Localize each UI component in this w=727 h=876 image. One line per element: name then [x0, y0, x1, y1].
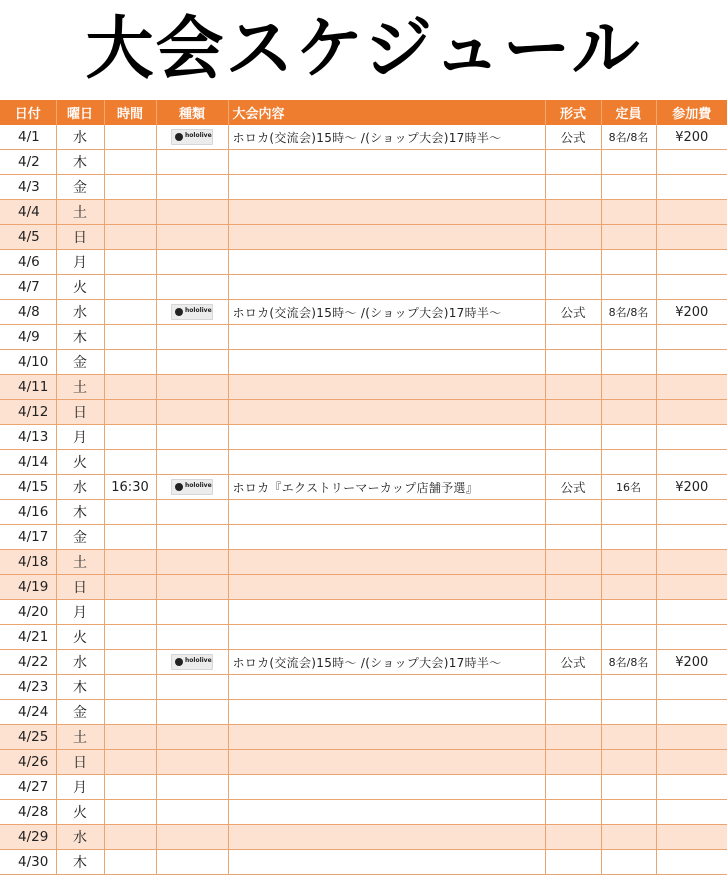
capacity-cell: [601, 625, 656, 650]
weekday-cell: 日: [56, 575, 104, 600]
content-cell: [228, 350, 545, 375]
capacity-cell: [601, 175, 656, 200]
fee-cell: [656, 225, 727, 250]
schedule-table: [0, 100, 727, 875]
date-cell: 4/27: [0, 775, 56, 800]
time-cell: [104, 125, 156, 150]
date-cell: 4/16: [0, 500, 56, 525]
header-date: 日付: [0, 100, 56, 125]
weekday-cell: 金: [56, 525, 104, 550]
time-cell: [104, 450, 156, 475]
fee-cell: ¥200: [656, 475, 727, 500]
date-cell: 4/15: [0, 475, 56, 500]
kind-cell: [156, 650, 228, 675]
content-cell: ホロカ『エクストリーマーカップ店舗予選』: [228, 475, 545, 500]
weekday-cell: 金: [56, 175, 104, 200]
capacity-cell: 8名/8名: [601, 300, 656, 325]
date-cell: 4/25: [0, 725, 56, 750]
content-cell: [228, 700, 545, 725]
fee-cell: [656, 175, 727, 200]
format-cell: [545, 600, 601, 625]
content-cell: [228, 375, 545, 400]
weekday-cell: 火: [56, 625, 104, 650]
weekday-cell: 木: [56, 150, 104, 175]
format-cell: 公式: [545, 300, 601, 325]
time-cell: [104, 525, 156, 550]
weekday-cell: 月: [56, 425, 104, 450]
fee-cell: [656, 250, 727, 275]
logo-mark-icon: [175, 483, 183, 491]
capacity-cell: 8名/8名: [601, 125, 656, 150]
weekday-cell: 水: [56, 125, 104, 150]
format-cell: 公式: [545, 125, 601, 150]
kind-cell: [156, 500, 228, 525]
date-cell: 4/30: [0, 850, 56, 875]
table-row: [0, 475, 727, 500]
header-fee: 参加費: [656, 100, 727, 125]
weekday-cell: 木: [56, 500, 104, 525]
fee-cell: [656, 425, 727, 450]
content-cell: [228, 325, 545, 350]
weekday-cell: 日: [56, 750, 104, 775]
format-cell: [545, 800, 601, 825]
fee-cell: [656, 725, 727, 750]
format-cell: [545, 775, 601, 800]
kind-cell: [156, 325, 228, 350]
capacity-cell: [601, 725, 656, 750]
time-cell: [104, 175, 156, 200]
format-cell: [545, 200, 601, 225]
table-row: [0, 300, 727, 325]
content-cell: [228, 275, 545, 300]
weekday-cell: 木: [56, 675, 104, 700]
weekday-cell: 水: [56, 650, 104, 675]
time-cell: [104, 625, 156, 650]
time-cell: [104, 250, 156, 275]
capacity-cell: [601, 400, 656, 425]
capacity-cell: [601, 425, 656, 450]
format-cell: [545, 575, 601, 600]
weekday-cell: 木: [56, 325, 104, 350]
fee-cell: [656, 575, 727, 600]
weekday-cell: 月: [56, 600, 104, 625]
kind-cell: [156, 150, 228, 175]
time-cell: [104, 750, 156, 775]
kind-cell: [156, 750, 228, 775]
date-cell: 4/12: [0, 400, 56, 425]
table-row: [0, 550, 727, 575]
format-cell: [545, 450, 601, 475]
table-row: [0, 725, 727, 750]
weekday-cell: 木: [56, 850, 104, 875]
table-row: [0, 750, 727, 775]
time-cell: [104, 225, 156, 250]
date-cell: 4/6: [0, 250, 56, 275]
table-row: [0, 400, 727, 425]
format-cell: [545, 525, 601, 550]
weekday-cell: 日: [56, 225, 104, 250]
logo-wordmark: hololive: [185, 307, 212, 314]
weekday-cell: 水: [56, 475, 104, 500]
date-cell: 4/20: [0, 600, 56, 625]
fee-cell: [656, 625, 727, 650]
header-format: 形式: [545, 100, 601, 125]
table-row: [0, 250, 727, 275]
fee-cell: [656, 825, 727, 850]
content-cell: [228, 575, 545, 600]
hololive-logo-icon: [171, 479, 213, 495]
schedule-body: [0, 125, 727, 875]
time-cell: [104, 800, 156, 825]
format-cell: 公式: [545, 475, 601, 500]
content-cell: ホロカ(交流会)15時～ /(ショップ大会)17時半～: [228, 650, 545, 675]
capacity-cell: 16名: [601, 475, 656, 500]
kind-cell: [156, 675, 228, 700]
content-cell: [228, 450, 545, 475]
hololive-logo-icon: [171, 654, 213, 670]
date-cell: 4/17: [0, 525, 56, 550]
kind-cell: [156, 425, 228, 450]
content-cell: [228, 425, 545, 450]
capacity-cell: [601, 325, 656, 350]
content-cell: ホロカ(交流会)15時～ /(ショップ大会)17時半～: [228, 125, 545, 150]
fee-cell: [656, 375, 727, 400]
fee-cell: [656, 150, 727, 175]
content-cell: [228, 850, 545, 875]
format-cell: [545, 400, 601, 425]
kind-cell: [156, 350, 228, 375]
capacity-cell: 8名/8名: [601, 650, 656, 675]
capacity-cell: [601, 800, 656, 825]
content-cell: [228, 725, 545, 750]
content-cell: [228, 550, 545, 575]
time-cell: [104, 775, 156, 800]
logo-mark-icon: [175, 133, 183, 141]
capacity-cell: [601, 150, 656, 175]
time-cell: [104, 375, 156, 400]
content-cell: [228, 825, 545, 850]
capacity-cell: [601, 350, 656, 375]
date-cell: 4/8: [0, 300, 56, 325]
logo-wordmark: hololive: [185, 482, 212, 489]
date-cell: 4/24: [0, 700, 56, 725]
fee-cell: [656, 325, 727, 350]
fee-cell: ¥200: [656, 300, 727, 325]
capacity-cell: [601, 450, 656, 475]
format-cell: [545, 500, 601, 525]
time-cell: [104, 200, 156, 225]
capacity-cell: [601, 850, 656, 875]
logo-mark-icon: [175, 308, 183, 316]
content-cell: [228, 625, 545, 650]
time-cell: [104, 500, 156, 525]
table-row: [0, 375, 727, 400]
kind-cell: [156, 850, 228, 875]
content-cell: ホロカ(交流会)15時～ /(ショップ大会)17時半～: [228, 300, 545, 325]
kind-cell: [156, 800, 228, 825]
fee-cell: [656, 600, 727, 625]
table-row: [0, 200, 727, 225]
kind-cell: [156, 175, 228, 200]
content-cell: [228, 250, 545, 275]
table-row: [0, 850, 727, 875]
time-cell: [104, 550, 156, 575]
table-row: [0, 800, 727, 825]
kind-cell: [156, 825, 228, 850]
weekday-cell: 水: [56, 300, 104, 325]
header-time: 時間: [104, 100, 156, 125]
date-cell: 4/1: [0, 125, 56, 150]
fee-cell: [656, 500, 727, 525]
date-cell: 4/26: [0, 750, 56, 775]
kind-cell: [156, 125, 228, 150]
format-cell: [545, 850, 601, 875]
weekday-cell: 日: [56, 400, 104, 425]
date-cell: 4/11: [0, 375, 56, 400]
content-cell: [228, 600, 545, 625]
table-row: [0, 675, 727, 700]
fee-cell: [656, 200, 727, 225]
weekday-cell: 火: [56, 800, 104, 825]
capacity-cell: [601, 375, 656, 400]
hololive-logo-icon: [171, 129, 213, 145]
kind-cell: [156, 600, 228, 625]
time-cell: [104, 825, 156, 850]
weekday-cell: 月: [56, 250, 104, 275]
kind-cell: [156, 475, 228, 500]
content-cell: [228, 775, 545, 800]
kind-cell: [156, 575, 228, 600]
kind-cell: [156, 525, 228, 550]
weekday-cell: 土: [56, 375, 104, 400]
kind-cell: [156, 275, 228, 300]
weekday-cell: 金: [56, 350, 104, 375]
date-cell: 4/14: [0, 450, 56, 475]
time-cell: [104, 650, 156, 675]
table-row: [0, 575, 727, 600]
kind-cell: [156, 625, 228, 650]
format-cell: [545, 700, 601, 725]
capacity-cell: [601, 825, 656, 850]
date-cell: 4/2: [0, 150, 56, 175]
kind-cell: [156, 700, 228, 725]
kind-cell: [156, 375, 228, 400]
date-cell: 4/28: [0, 800, 56, 825]
time-cell: [104, 350, 156, 375]
time-cell: [104, 275, 156, 300]
kind-cell: [156, 725, 228, 750]
fee-cell: [656, 550, 727, 575]
page-title: 大会スケジュール: [85, 10, 642, 89]
format-cell: [545, 325, 601, 350]
logo-mark-icon: [175, 658, 183, 666]
content-cell: [228, 225, 545, 250]
content-cell: [228, 200, 545, 225]
date-cell: 4/5: [0, 225, 56, 250]
format-cell: [545, 275, 601, 300]
fee-cell: [656, 700, 727, 725]
hololive-logo-icon: [171, 304, 213, 320]
kind-cell: [156, 450, 228, 475]
fee-cell: ¥200: [656, 650, 727, 675]
table-row: [0, 525, 727, 550]
date-cell: 4/29: [0, 825, 56, 850]
table-row: [0, 450, 727, 475]
weekday-cell: 土: [56, 200, 104, 225]
fee-cell: [656, 750, 727, 775]
time-cell: [104, 300, 156, 325]
time-cell: [104, 700, 156, 725]
capacity-cell: [601, 675, 656, 700]
date-cell: 4/13: [0, 425, 56, 450]
fee-cell: [656, 775, 727, 800]
date-cell: 4/10: [0, 350, 56, 375]
kind-cell: [156, 200, 228, 225]
capacity-cell: [601, 275, 656, 300]
date-cell: 4/22: [0, 650, 56, 675]
table-row: [0, 350, 727, 375]
table-row: [0, 775, 727, 800]
weekday-cell: 月: [56, 775, 104, 800]
table-row: [0, 175, 727, 200]
capacity-cell: [601, 525, 656, 550]
fee-cell: [656, 275, 727, 300]
capacity-cell: [601, 550, 656, 575]
table-row: [0, 425, 727, 450]
table-row: [0, 275, 727, 300]
content-cell: [228, 750, 545, 775]
format-cell: 公式: [545, 650, 601, 675]
kind-cell: [156, 300, 228, 325]
content-cell: [228, 400, 545, 425]
capacity-cell: [601, 750, 656, 775]
kind-cell: [156, 550, 228, 575]
time-cell: [104, 575, 156, 600]
weekday-cell: 土: [56, 550, 104, 575]
header-weekday: 曜日: [56, 100, 104, 125]
format-cell: [545, 225, 601, 250]
table-row: [0, 825, 727, 850]
weekday-cell: 金: [56, 700, 104, 725]
kind-cell: [156, 400, 228, 425]
capacity-cell: [601, 600, 656, 625]
table-row: [0, 500, 727, 525]
format-cell: [545, 350, 601, 375]
content-cell: [228, 675, 545, 700]
format-cell: [545, 750, 601, 775]
kind-cell: [156, 225, 228, 250]
content-cell: [228, 175, 545, 200]
fee-cell: [656, 450, 727, 475]
date-cell: 4/23: [0, 675, 56, 700]
time-cell: [104, 600, 156, 625]
table-row: [0, 225, 727, 250]
date-cell: 4/3: [0, 175, 56, 200]
content-cell: [228, 800, 545, 825]
fee-cell: [656, 675, 727, 700]
table-row: [0, 600, 727, 625]
format-cell: [545, 675, 601, 700]
content-cell: [228, 150, 545, 175]
format-cell: [545, 825, 601, 850]
time-cell: [104, 675, 156, 700]
header-kind: 種類: [156, 100, 228, 125]
content-cell: [228, 500, 545, 525]
format-cell: [545, 725, 601, 750]
time-cell: [104, 425, 156, 450]
header-content: 大会内容: [228, 100, 545, 125]
date-cell: 4/18: [0, 550, 56, 575]
fee-cell: [656, 800, 727, 825]
table-row: [0, 650, 727, 675]
header-capacity: 定員: [601, 100, 656, 125]
weekday-cell: 土: [56, 725, 104, 750]
format-cell: [545, 175, 601, 200]
time-cell: [104, 725, 156, 750]
capacity-cell: [601, 200, 656, 225]
time-cell: [104, 400, 156, 425]
table-row: [0, 625, 727, 650]
date-cell: 4/19: [0, 575, 56, 600]
time-cell: [104, 850, 156, 875]
table-row: [0, 125, 727, 150]
fee-cell: [656, 525, 727, 550]
time-cell: [104, 150, 156, 175]
date-cell: 4/21: [0, 625, 56, 650]
date-cell: 4/7: [0, 275, 56, 300]
capacity-cell: [601, 575, 656, 600]
capacity-cell: [601, 700, 656, 725]
time-cell: [104, 325, 156, 350]
format-cell: [545, 550, 601, 575]
table-row: [0, 325, 727, 350]
weekday-cell: 水: [56, 825, 104, 850]
fee-cell: [656, 850, 727, 875]
kind-cell: [156, 775, 228, 800]
weekday-cell: 火: [56, 275, 104, 300]
weekday-cell: 火: [56, 450, 104, 475]
capacity-cell: [601, 500, 656, 525]
format-cell: [545, 625, 601, 650]
content-cell: [228, 525, 545, 550]
capacity-cell: [601, 250, 656, 275]
table-row: [0, 700, 727, 725]
date-cell: 4/9: [0, 325, 56, 350]
capacity-cell: [601, 225, 656, 250]
format-cell: [545, 150, 601, 175]
fee-cell: ¥200: [656, 125, 727, 150]
format-cell: [545, 250, 601, 275]
logo-wordmark: hololive: [185, 132, 212, 139]
table-header-row: [0, 100, 727, 125]
logo-wordmark: hololive: [185, 657, 212, 664]
time-cell: 16:30: [104, 475, 156, 500]
fee-cell: [656, 400, 727, 425]
table-row: [0, 150, 727, 175]
format-cell: [545, 375, 601, 400]
date-cell: 4/4: [0, 200, 56, 225]
fee-cell: [656, 350, 727, 375]
kind-cell: [156, 250, 228, 275]
format-cell: [545, 425, 601, 450]
capacity-cell: [601, 775, 656, 800]
